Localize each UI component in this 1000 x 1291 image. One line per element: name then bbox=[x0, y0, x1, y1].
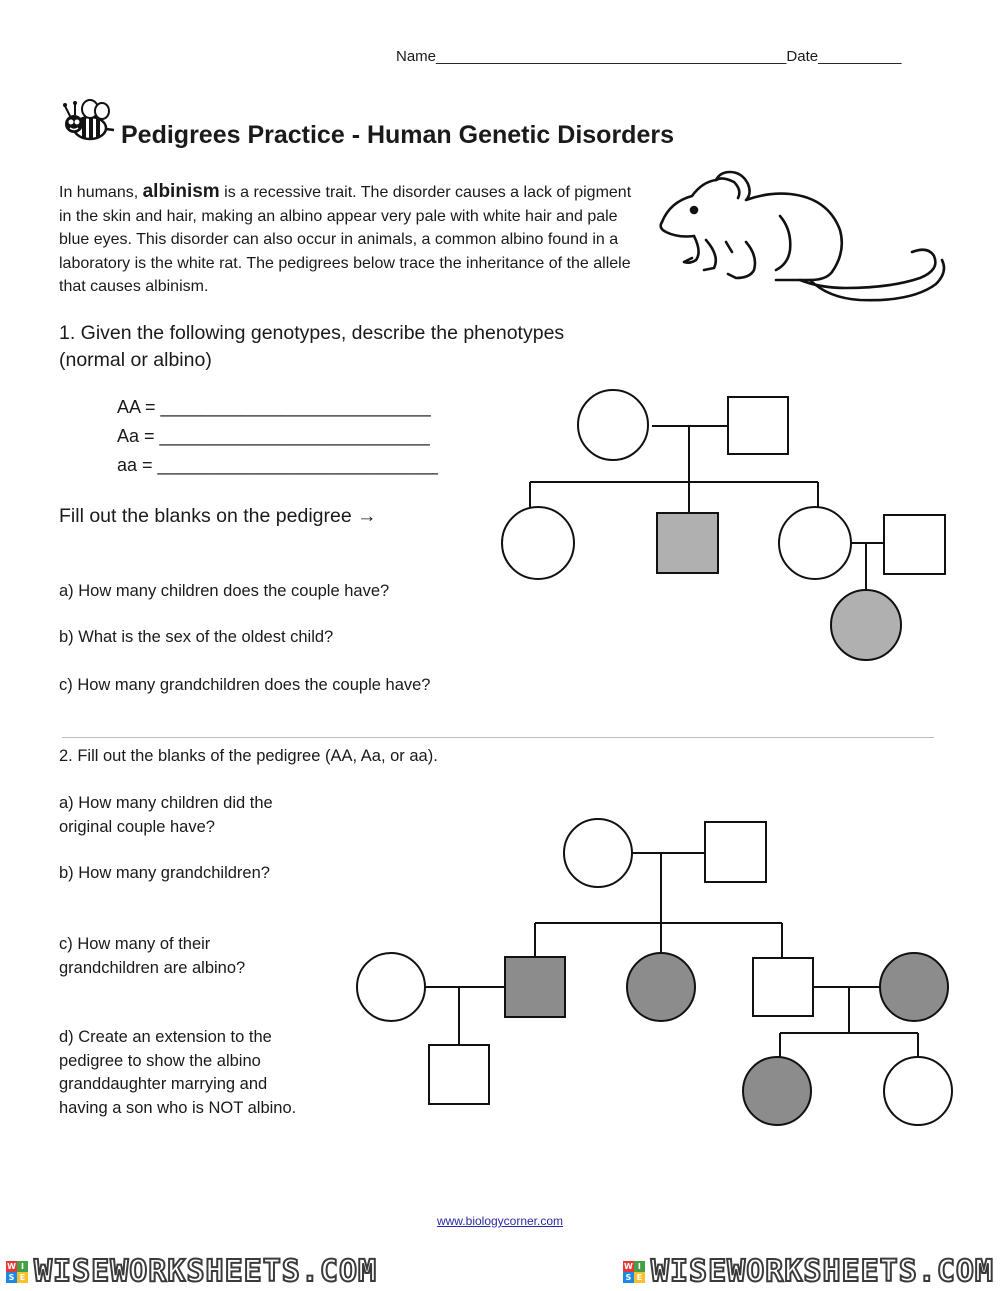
intro-keyword: albinism bbox=[142, 181, 220, 202]
rat-illustration bbox=[650, 160, 950, 320]
genotype-AA-blank[interactable]: AA = ___________________________ bbox=[117, 397, 431, 417]
logo-letter: S bbox=[623, 1272, 634, 1283]
question-1a: a) How many children does the couple have? bbox=[59, 582, 390, 600]
pedigree-1 bbox=[490, 380, 960, 670]
intro-text-start: In humans, bbox=[59, 184, 143, 201]
brand-text: WISEWORKSHEETS.COM bbox=[650, 1253, 994, 1289]
pedigree-2 bbox=[350, 815, 970, 1135]
son-in-law-square[interactable] bbox=[884, 515, 945, 574]
section-divider bbox=[62, 737, 934, 738]
daughter-in-law-circle[interactable] bbox=[357, 953, 425, 1021]
logo-letter: W bbox=[7, 1261, 16, 1271]
intro-paragraph bbox=[59, 180, 644, 299]
brand-banner bbox=[0, 1252, 1000, 1291]
question-1-prompt: 1. Given the following genotypes, describe the phenotypes (normal or albino) bbox=[59, 322, 565, 371]
logo-letter: W bbox=[623, 1261, 633, 1271]
question-2-prompt: 2. Fill out the blanks of the pedigree (AA, Aa, or aa). bbox=[59, 747, 438, 765]
grandmother-circle[interactable] bbox=[578, 390, 648, 460]
question-2c: c) How many of their grandchildren are albino? bbox=[59, 935, 246, 977]
logo-letter: I bbox=[634, 1261, 645, 1272]
logo-letter: E bbox=[634, 1272, 645, 1283]
affected-grandchild-circle[interactable] bbox=[831, 590, 901, 660]
grandmother-circle[interactable] bbox=[564, 819, 632, 887]
affected-son-square[interactable] bbox=[505, 957, 565, 1017]
grandfather-square[interactable] bbox=[705, 822, 766, 882]
question-2a: a) How many children did the original couple have? bbox=[59, 794, 273, 836]
brand-right bbox=[623, 1255, 994, 1289]
wise-logo-icon bbox=[6, 1261, 28, 1283]
bee-icon bbox=[60, 98, 115, 144]
logo-letter: E bbox=[17, 1272, 28, 1283]
genotype-Aa-blank[interactable]: Aa = ___________________________ bbox=[117, 426, 430, 446]
genotype-aa-blank[interactable]: aa = ____________________________ bbox=[117, 455, 438, 475]
granddaughter-circle[interactable] bbox=[884, 1057, 952, 1125]
grandson-square[interactable] bbox=[429, 1045, 489, 1104]
son-square[interactable] bbox=[753, 958, 813, 1016]
intro-text-rest: is a recessive trait. The disorder causes a lack of pigment in the skin and hair, making an albino appear very pale with white hair and pale blue eyes. This disorder can also occur in animals, a common albino found in a laboratory is the white rat. The pedigrees below trace the inheritance of the allele that causes albinism. bbox=[59, 184, 632, 295]
name-date-line: Name__________________________________________Date__________ bbox=[396, 48, 902, 65]
logo-letter: I bbox=[17, 1261, 28, 1272]
daughter-2-circle[interactable] bbox=[779, 507, 851, 579]
question-1b: b) What is the sex of the oldest child? bbox=[59, 628, 334, 646]
credit-link[interactable]: www.biologycorner.com bbox=[436, 1214, 564, 1228]
affected-wife-circle[interactable] bbox=[880, 953, 948, 1021]
affected-daughter-circle[interactable] bbox=[627, 953, 695, 1021]
albino-granddaughter-circle[interactable] bbox=[743, 1057, 811, 1125]
logo-letter: S bbox=[6, 1272, 17, 1283]
affected-son-square[interactable] bbox=[657, 513, 718, 573]
question-2d: d) Create an extension to the pedigree to show the albino granddaughter marrying and having a son who is NOT albino. bbox=[59, 1028, 297, 1117]
wise-logo-icon bbox=[623, 1261, 645, 1283]
question-2b: b) How many grandchildren? bbox=[59, 864, 270, 882]
brand-left bbox=[6, 1255, 377, 1289]
daughter-1-circle[interactable] bbox=[502, 507, 574, 579]
page-title: Pedigrees Practice - Human Genetic Disorders bbox=[121, 121, 674, 149]
grandfather-square[interactable] bbox=[728, 397, 788, 454]
question-1c: c) How many grandchildren does the couple have? bbox=[59, 676, 431, 694]
fill-pedigree-instruction: Fill out the blanks on the pedigree → bbox=[59, 505, 377, 527]
brand-text: WISEWORKSHEETS.COM bbox=[34, 1253, 378, 1289]
